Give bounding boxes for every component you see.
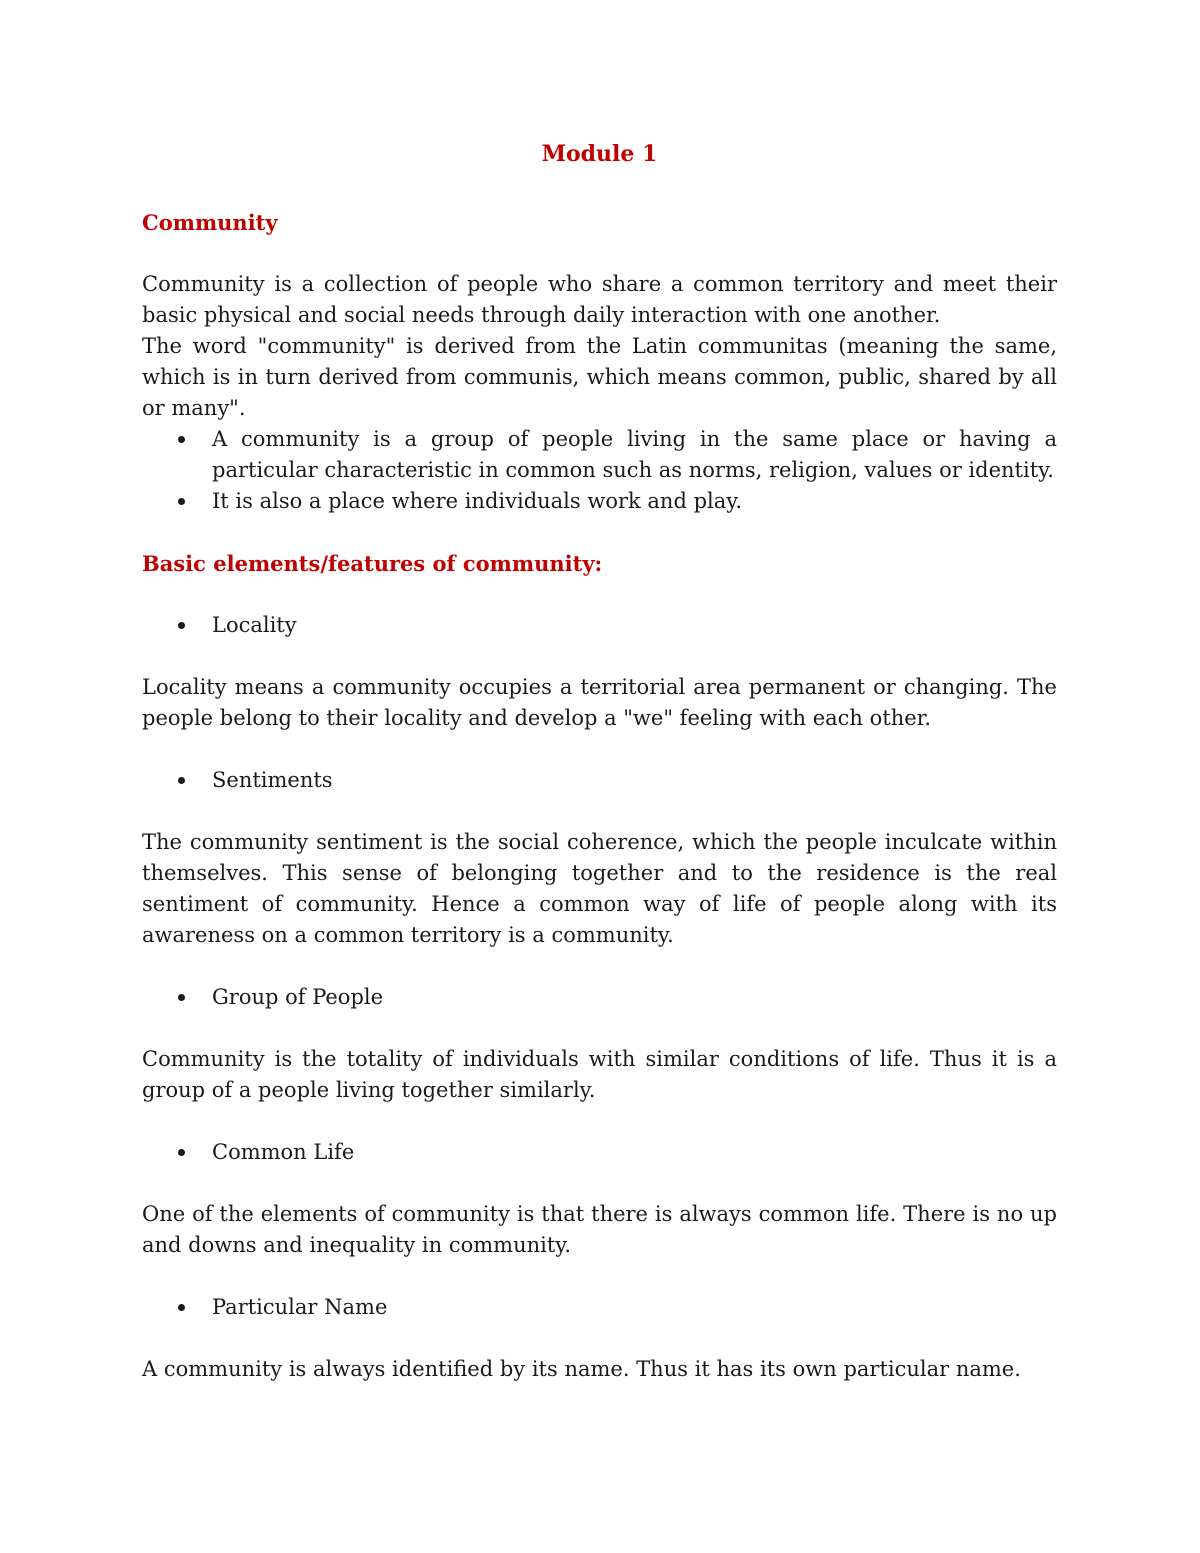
spacer <box>142 1261 1057 1292</box>
spacer <box>142 796 1057 827</box>
intro-paragraph-1: Community is a collection of people who share a common territory and meet their basic physical and social needs through daily interaction with one another. <box>142 272 1057 327</box>
bullet-icon <box>178 498 185 505</box>
spacer <box>142 1013 1057 1044</box>
spacer <box>142 734 1057 765</box>
bullet-icon <box>178 622 185 629</box>
spacer <box>142 951 1057 982</box>
bullet-icon <box>178 1304 185 1311</box>
feature-name: Particular Name <box>212 1295 388 1319</box>
bullet-icon <box>178 777 185 784</box>
feature-description: Locality means a community occupies a territorial area permanent or changing. The people belong to their locality and develop a "we" feeling with each other. <box>142 675 1057 730</box>
section-heading-community: Community <box>142 210 278 235</box>
spacer <box>142 517 1057 548</box>
feature-bullet-list <box>142 610 1057 641</box>
feature-name: Sentiments <box>212 768 333 792</box>
feature-bullet-item <box>142 982 1057 1013</box>
intro-bullet-text: A community is a group of people living in the same place or having a particular characteristic in common such as norms, religion, values or identity. <box>212 427 1057 482</box>
spacer <box>142 1106 1057 1137</box>
feature-name: Common Life <box>212 1140 355 1164</box>
bullet-icon <box>178 994 185 1001</box>
feature-bullet-item <box>142 765 1057 796</box>
intro-bullet-item <box>142 424 1057 486</box>
feature-bullet-item <box>142 1292 1057 1323</box>
feature-bullet-list <box>142 1137 1057 1168</box>
section-heading-features: Basic elements/features of community: <box>142 551 603 576</box>
bullet-icon <box>178 436 185 443</box>
document-title: Module 1 <box>541 141 658 167</box>
feature-bullet-list <box>142 765 1057 796</box>
spacer <box>142 1323 1057 1354</box>
feature-name: Group of People <box>212 985 384 1009</box>
feature-name: Locality <box>212 613 297 637</box>
intro-bullet-list <box>142 424 1057 517</box>
intro-paragraph-2: The word "community" is derived from the Latin communitas (meaning the same, which is in turn derived from communis, which means common, public, shared by all or many". <box>142 334 1057 420</box>
intro-bullet-item <box>142 486 1057 517</box>
document-page <box>142 132 1057 1385</box>
feature-description: A community is always identified by its name. Thus it has its own particular name. <box>142 1357 1021 1381</box>
feature-description: The community sentiment is the social coherence, which the people inculcate within themselves. This sense of belonging together and to the residence is the real sentiment of community. Hence a common way of life of people along with its awareness on a common territory is a community. <box>142 830 1057 947</box>
feature-bullet-list <box>142 1292 1057 1323</box>
spacer <box>142 1168 1057 1199</box>
bullet-icon <box>178 1149 185 1156</box>
spacer <box>142 641 1057 672</box>
feature-description: Community is the totality of individuals with similar conditions of life. Thus it is a group of a people living together similarly. <box>142 1047 1057 1102</box>
intro-bullet-text: It is also a place where individuals work and play. <box>212 489 743 513</box>
feature-bullet-item <box>142 610 1057 641</box>
feature-bullet-item <box>142 1137 1057 1168</box>
feature-bullet-list <box>142 982 1057 1013</box>
feature-description: One of the elements of community is that there is always common life. There is no up and downs and inequality in community. <box>142 1202 1057 1257</box>
